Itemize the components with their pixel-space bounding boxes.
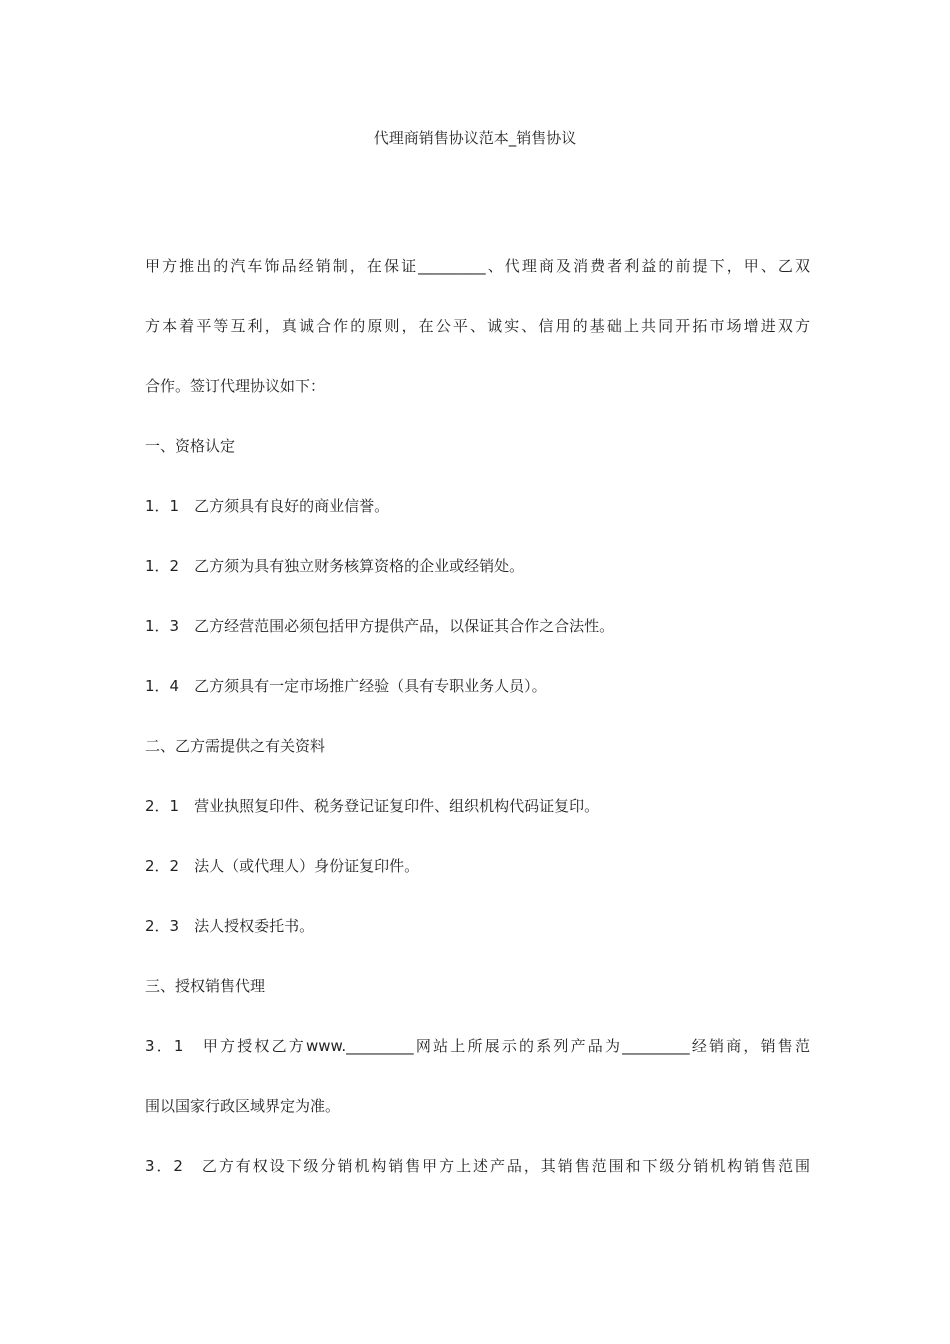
intro-line-3: 合作。签订代理协议如下： bbox=[145, 377, 326, 395]
clause-3-2: 3．2 乙方有权设下级分销机构销售甲方上述产品，其销售范围和下级分销机构销售范围 bbox=[145, 1157, 810, 1175]
section-heading-2: 二、乙方需提供之有关资料 bbox=[145, 737, 326, 755]
clause-1-4: 1．4 乙方须具有一定市场推广经验（具有专职业务人员）。 bbox=[145, 677, 547, 695]
section-heading-1: 一、资格认定 bbox=[145, 437, 236, 455]
clause-1-2: 1．2 乙方须为具有独立财务核算资格的企业或经销处。 bbox=[145, 557, 525, 575]
document-title: 代理商销售协议范本_销售协议 bbox=[373, 129, 577, 147]
clause-3-1-line-2: 围以国家行政区域界定为准。 bbox=[145, 1097, 341, 1115]
intro-line-1: 甲方推出的汽车饰品经销制，在保证_________、代理商及消费者利益的前提下，甲、乙双 bbox=[145, 257, 810, 275]
intro-line-2: 方本着平等互利，真诚合作的原则，在公平、诚实、信用的基础上共同开拓市场增进双方 bbox=[145, 317, 810, 335]
clause-2-1: 2．1 营业执照复印件、税务登记证复印件、组织机构代码证复印。 bbox=[145, 797, 600, 815]
clause-2-3: 2．3 法人授权委托书。 bbox=[145, 917, 315, 935]
section-heading-3: 三、授权销售代理 bbox=[145, 977, 266, 995]
clause-3-1-line-1: 3．1 甲方授权乙方www._________网站上所展示的系列产品为_________经销商，销售范 bbox=[145, 1037, 810, 1055]
clause-2-2: 2．2 法人（或代理人）身份证复印件。 bbox=[145, 857, 420, 875]
clause-1-1: 1．1 乙方须具有良好的商业信誉。 bbox=[145, 497, 390, 515]
clause-1-3: 1．3 乙方经营范围必须包括甲方提供产品，以保证其合作之合法性。 bbox=[145, 617, 615, 635]
